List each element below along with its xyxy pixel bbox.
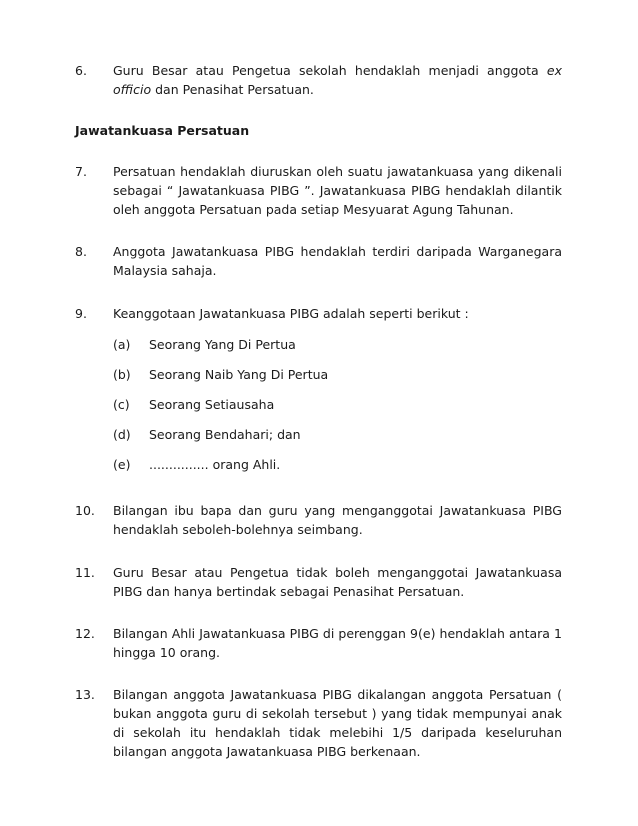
paragraph-text: Bilangan ibu bapa dan guru yang menganggotai Jawatankuasa PIBG hendaklah seboleh-bolehnya seimbang. — [113, 503, 562, 537]
section-heading: Jawatankuasa Persatuan — [75, 123, 250, 138]
paragraph-number: 8. — [75, 244, 87, 259]
paragraph-number: 6. — [75, 63, 87, 78]
paragraph-text: Bilangan anggota Jawatankuasa PIBG dikalangan anggota Persatuan ( bukan anggota guru di sekolah tersebut ) yang tidak mempunyai anak di sekolah itu hendaklah tidak melebihi 1/5 daripada keseluruhan bilangan anggota Jawatankuasa PIBG berkenaan. — [113, 687, 562, 759]
list-item-label: (b) — [113, 367, 131, 382]
list-item-label: (c) — [113, 397, 130, 412]
list-item-text: Seorang Bendahari; dan — [149, 427, 301, 442]
paragraph-text: Guru Besar atau Pengetua tidak boleh menganggotai Jawatankuasa PIBG dan hanya bertindak sebagai Penasihat Persatuan. — [113, 565, 562, 599]
paragraph-text — [113, 61, 562, 99]
paragraph-text: Bilangan Ahli Jawatankuasa PIBG di perenggan 9(e) hendaklah antara 1 hingga 10 orang. — [113, 626, 562, 660]
paragraph-number: 10. — [75, 503, 95, 518]
paragraph-text-part: Guru Besar atau Pengetua sekolah hendaklah menjadi anggota — [113, 63, 547, 78]
paragraph-text: Anggota Jawatankuasa PIBG hendaklah terdiri daripada Warganegara Malaysia sahaja. — [113, 244, 562, 278]
list-item-text: Seorang Naib Yang Di Pertua — [149, 367, 329, 382]
paragraph-number: 7. — [75, 164, 87, 179]
paragraph-number: 12. — [75, 626, 95, 641]
paragraph-number: 11. — [75, 565, 95, 580]
paragraph-text-part: dan Penasihat Persatuan. — [151, 82, 314, 97]
list-item-label: (a) — [113, 337, 131, 352]
list-item-label: (e) — [113, 457, 131, 472]
list-item-text: ............... orang Ahli. — [149, 457, 281, 472]
paragraph-number: 13. — [75, 687, 95, 702]
paragraph-text: Persatuan hendaklah diuruskan oleh suatu jawatankuasa yang dikenali sebagai “ Jawatankuasa PIBG ”. Jawatankuasa PIBG hendaklah dilantik oleh anggota Persatuan pada setiap Mesyuarat Agung Tahunan. — [113, 164, 562, 217]
italic-term: ex officio — [113, 63, 562, 97]
list-item-label: (d) — [113, 427, 131, 442]
paragraph-text: Keanggotaan Jawatankuasa PIBG adalah seperti berikut : — [113, 306, 469, 321]
paragraph-number: 9. — [75, 306, 87, 321]
list-item-text: Seorang Yang Di Pertua — [149, 337, 296, 352]
list-item-text: Seorang Setiausaha — [149, 397, 275, 412]
